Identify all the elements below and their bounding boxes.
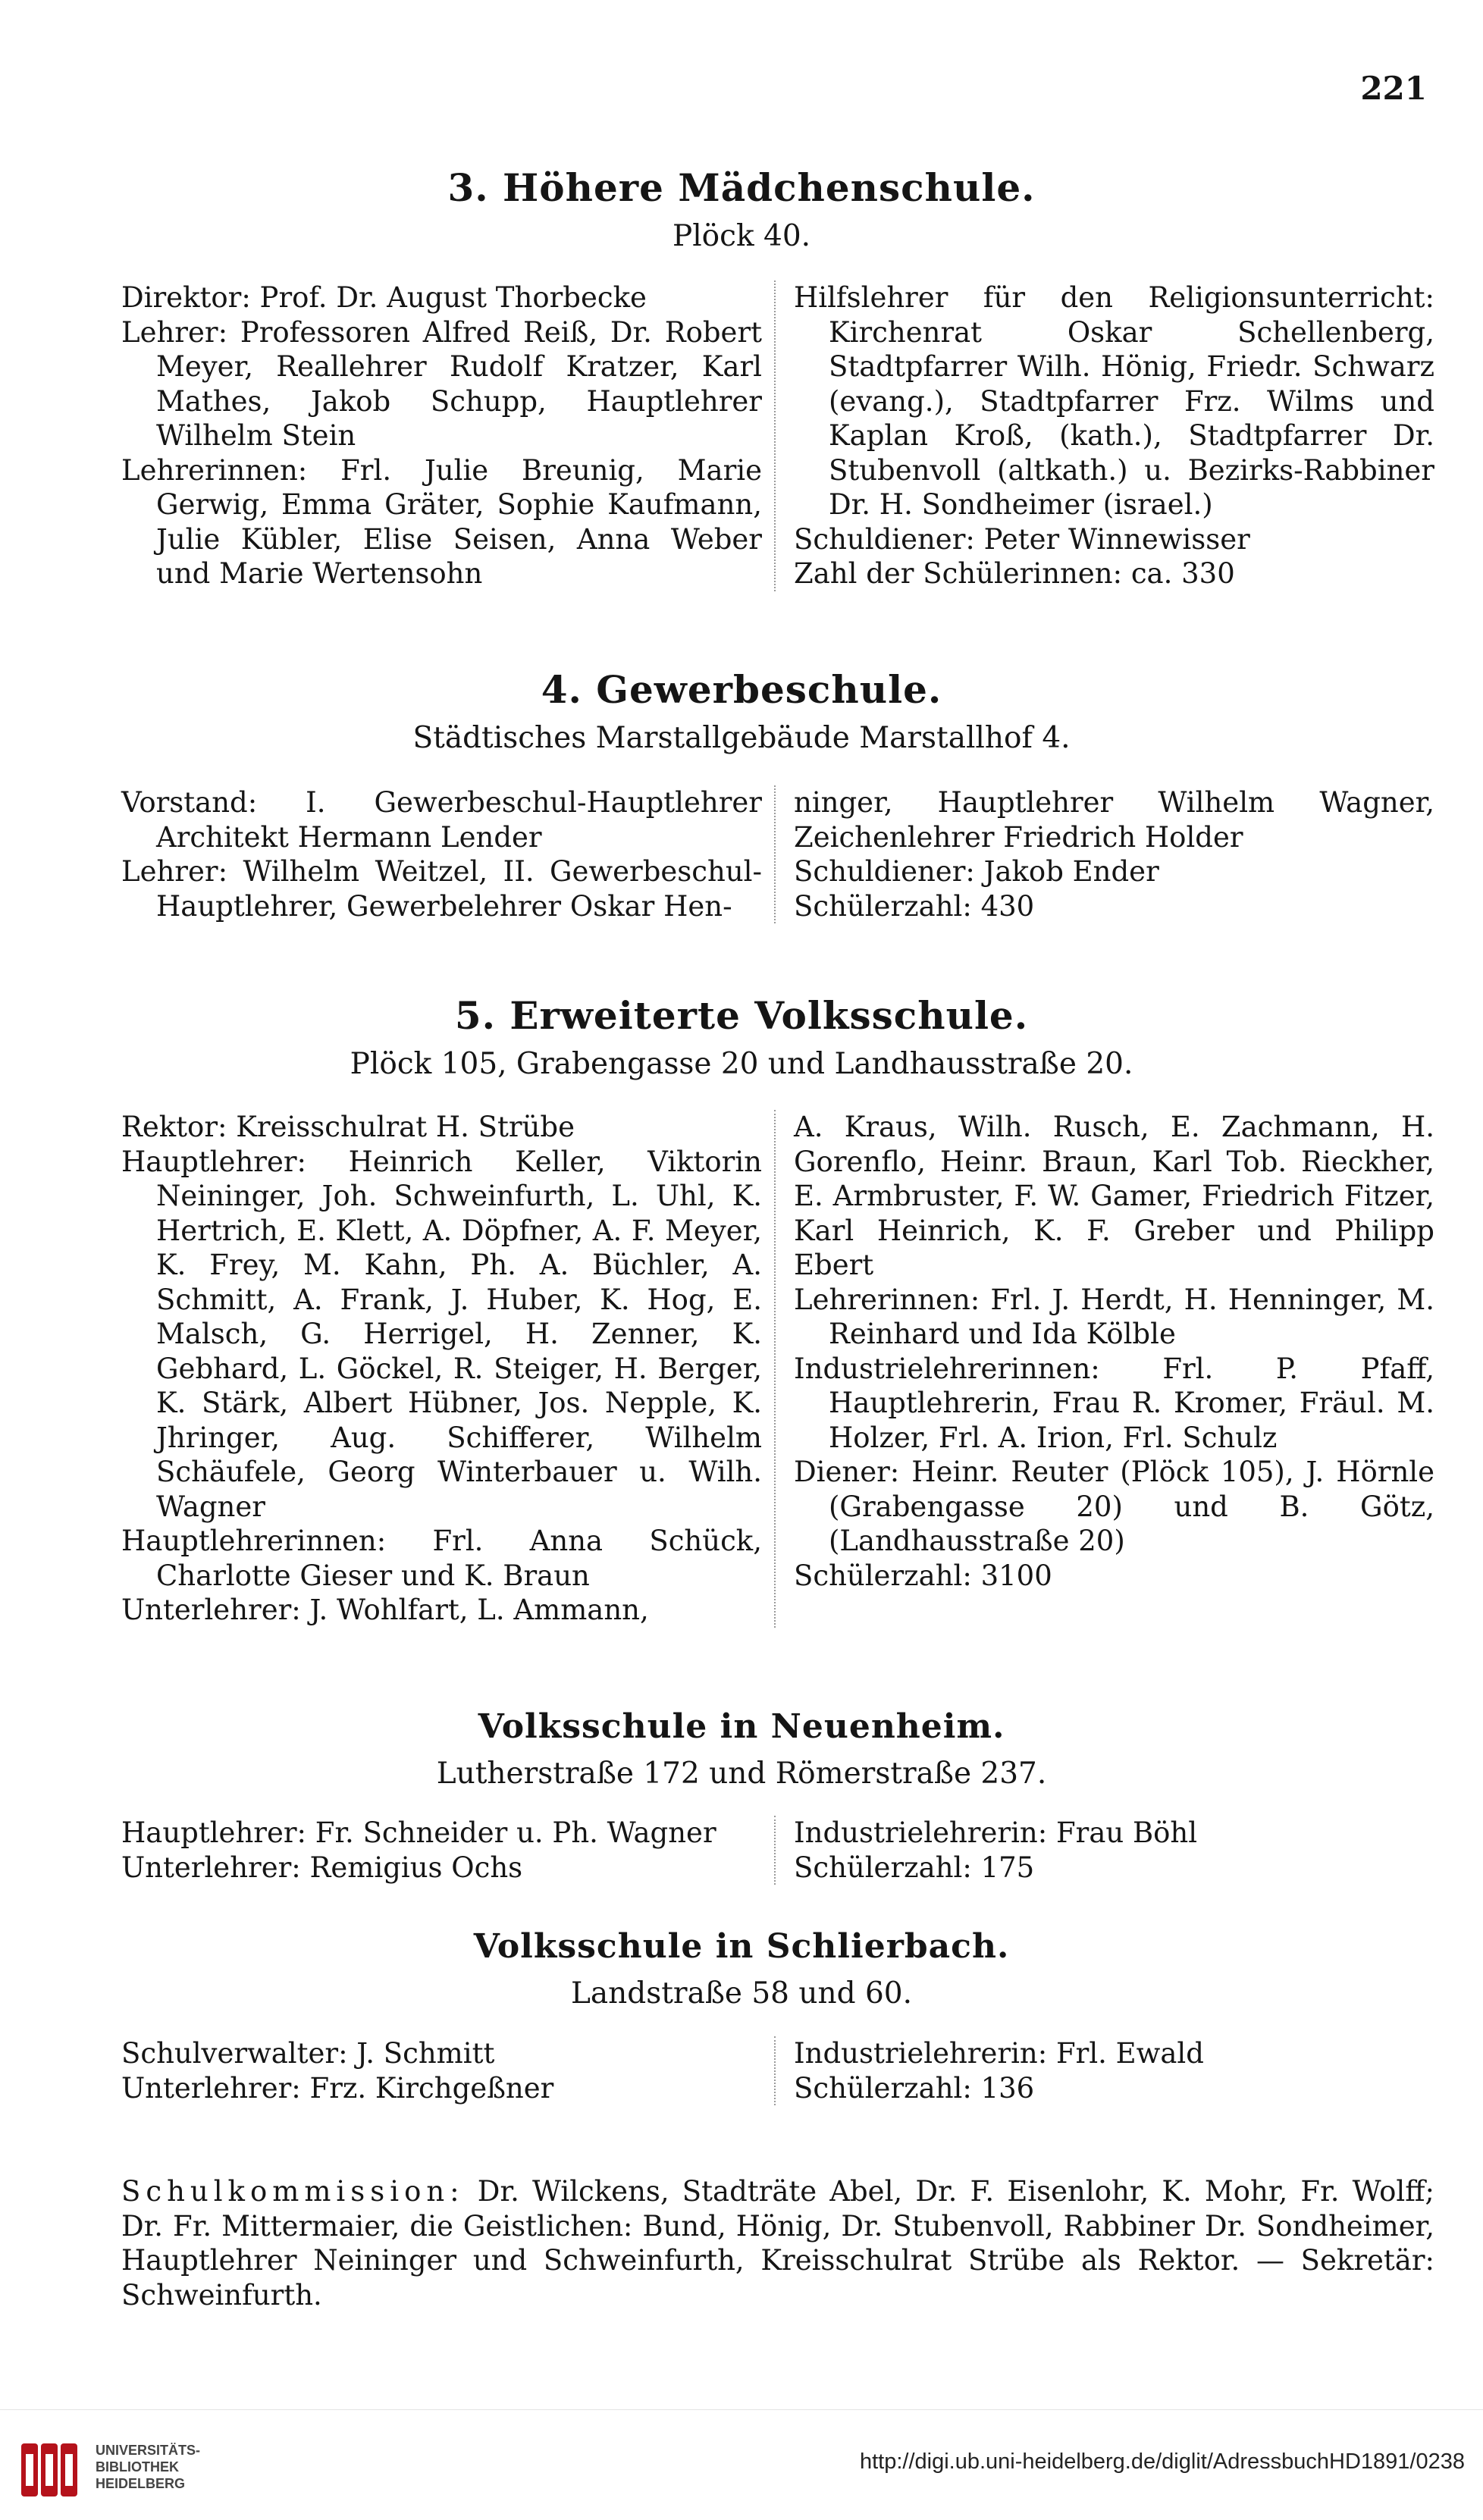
left-column bbox=[121, 1110, 774, 1628]
right-column bbox=[774, 281, 1434, 591]
section-heading-hoehere-maedchenschule bbox=[0, 165, 1483, 253]
right-column bbox=[774, 1110, 1434, 1628]
entry-schuelerinnen: Zahl der Schülerinnen: ca. 330 bbox=[794, 557, 1235, 590]
entry-industrielehrerinnen: Industrielehrerinnen: Frl. P. Pfaff, Hauptlehrerin, Frau R. Kromer, Fräul. M. Holzer, Frl. A. Irion, Frl. Schulz bbox=[794, 1352, 1434, 1454]
section-body-volksschule-neuenheim bbox=[121, 1816, 1434, 1885]
source-url-link[interactable]: http://digi.ub.uni-heidelberg.de/diglit/AdressbuchHD1891/0238 bbox=[859, 2449, 1465, 2474]
entry-hauptlehrer: Hauptlehrer: Fr. Schneider u. Ph. Wagner bbox=[121, 1816, 716, 1849]
digitization-footer bbox=[0, 2409, 1483, 2520]
section-address: Städtisches Marstallgebäude Marstallhof 4. bbox=[412, 721, 1071, 755]
section-heading-erweiterte-volksschule bbox=[0, 993, 1483, 1081]
entry-industrielehrerin: Industrielehrerin: Frl. Ewald bbox=[794, 2037, 1204, 2070]
section-title: Volksschule in Schlierbach. bbox=[473, 1927, 1010, 1966]
entry-unterlehrer-continued: A. Kraus, Wilh. Rusch, E. Zachmann, H. Gorenflo, Heinr. Braun, Karl Tob. Rieckher, E. Armbruster, F. W. Gamer, Friedrich Fitzer, Karl Heinrich, K. F. Greber und Philipp Ebert bbox=[794, 1111, 1434, 1281]
section-heading-volksschule-neuenheim bbox=[0, 1707, 1483, 1791]
section-title: 5. Erweiterte Volksschule. bbox=[454, 993, 1029, 1038]
entry-vorstand: Vorstand: I. Gewerbeschul-Hauptlehrer Architekt Hermann Lender bbox=[121, 786, 762, 854]
entry-schulverwalter: Schulverwalter: J. Schmitt bbox=[121, 2037, 495, 2070]
library-emblem-icon bbox=[17, 2436, 89, 2504]
entry-lehrer: Lehrer: Professoren Alfred Reiß, Dr. Robert Meyer, Reallehrer Rudolf Kratzer, Karl Mathes, Jakob Schupp, Hauptlehrer Wilhelm Stein bbox=[121, 315, 762, 452]
entry-hauptlehrerinnen: Hauptlehrerinnen: Frl. Anna Schück, Charlotte Gieser und K. Braun bbox=[121, 1525, 762, 1592]
entry-schuldiener: Schuldiener: Jakob Ender bbox=[794, 855, 1159, 888]
entry-schuldiener: Schuldiener: Peter Winnewisser bbox=[794, 522, 1250, 556]
entry-schuelerzahl: Schülerzahl: 430 bbox=[794, 889, 1035, 923]
entry-unterlehrer: Unterlehrer: Remigius Ochs bbox=[121, 1851, 523, 1884]
entry-diener: Diener: Heinr. Reuter (Plöck 105), J. Hörnle (Grabengasse 20) und B. Götz, (Landhausstraße 20) bbox=[794, 1456, 1434, 1557]
section-body-erweiterte-volksschule bbox=[121, 1110, 1434, 1628]
section-address: Lutherstraße 172 und Römerstraße 237. bbox=[436, 1757, 1047, 1791]
section-address: Plöck 105, Grabengasse 20 und Landhausstraße 20. bbox=[350, 1047, 1133, 1081]
page-number: 221 bbox=[1360, 70, 1427, 107]
section-body-volksschule-schlierbach bbox=[121, 2036, 1434, 2105]
section-title: 3. Höhere Mädchenschule. bbox=[447, 165, 1036, 210]
entry-direktor: Direktor: Prof. Dr. August Thorbecke bbox=[121, 281, 647, 314]
commission-text: Dr. Wilckens, Stadträte Abel, Dr. F. Eisenlohr, K. Mohr, Fr. Wolff; Dr. Fr. Mittermaier, die Geistlichen: Bund, Hönig, Dr. Stubenvoll, Rabbiner Dr. Sondheimer, Hauptlehrer Neininger und Schweinfurth, Kreisschulrat Strübe als Rektor. — Sekretär: Schweinfurth. bbox=[121, 2175, 1434, 2312]
entry-hilfslehrer: Hilfslehrer für den Religionsunterricht: Kirchenrat Oskar Schellenberg, Stadtpfarrer Wilh. Hönig, Friedr. Schwarz (evang.), Stadtpfarrer Frz. Wilms und Kaplan Kroß, (kath.), Stadtpfarrer Dr. Stubenvoll (altkath.) u. Bezirks-Rabbiner Dr. H. Sondheimer (israel.) bbox=[794, 281, 1434, 521]
section-title: Volksschule in Neuenheim. bbox=[478, 1707, 1005, 1746]
right-column bbox=[774, 1816, 1434, 1885]
section-address: Plöck 40. bbox=[672, 219, 811, 253]
left-column bbox=[121, 1816, 774, 1885]
entry-schuelerzahl: Schülerzahl: 175 bbox=[794, 1851, 1035, 1884]
entry-schuelerzahl: Schülerzahl: 3100 bbox=[794, 1559, 1052, 1592]
logo-line: HEIDELBERG bbox=[96, 2476, 186, 2491]
entry-lehrer-continued: ninger, Hauptlehrer Wilhelm Wagner, Zeichenlehrer Friedrich Holder bbox=[794, 786, 1434, 854]
commission-label: Schulkommission: bbox=[121, 2175, 465, 2208]
logo-line: UNIVERSITÄTS- bbox=[96, 2443, 201, 2458]
left-column bbox=[121, 785, 774, 923]
section-body-gewerbeschule bbox=[121, 785, 1434, 923]
section-title: 4. Gewerbeschule. bbox=[541, 667, 942, 712]
entry-rektor: Rektor: Kreisschulrat H. Strübe bbox=[121, 1111, 575, 1143]
entry-lehrerinnen: Lehrerinnen: Frl. Julie Breunig, Marie Gerwig, Emma Gräter, Sophie Kaufmann, Julie Kübler, Elise Seisen, Anna Weber und Marie Wertensohn bbox=[121, 453, 762, 590]
section-address: Landstraße 58 und 60. bbox=[571, 1976, 912, 2011]
logo-line: BIBLIOTHEK bbox=[96, 2459, 179, 2475]
entry-schuelerzahl: Schülerzahl: 136 bbox=[794, 2071, 1035, 2105]
section-body-hoehere-maedchenschule bbox=[121, 281, 1434, 591]
right-column bbox=[774, 785, 1434, 923]
section-heading-volksschule-schlierbach bbox=[0, 1927, 1483, 2011]
university-library-logo[interactable] bbox=[17, 2436, 201, 2504]
entry-lehrer: Lehrer: Wilhelm Weitzel, II. Gewerbeschul-Hauptlehrer, Gewerbelehrer Oskar Hen- bbox=[121, 855, 762, 923]
entry-unterlehrer: Unterlehrer: Frz. Kirchgeßner bbox=[121, 2071, 554, 2105]
schulkommission-paragraph bbox=[121, 2174, 1434, 2312]
left-column bbox=[121, 281, 774, 591]
entry-unterlehrer: Unterlehrer: J. Wohlfart, L. Ammann, bbox=[121, 1594, 649, 1626]
entry-lehrerinnen: Lehrerinnen: Frl. J. Herdt, H. Henninger, M. Reinhard und Ida Kölble bbox=[794, 1283, 1434, 1350]
entry-industrielehrerin: Industrielehrerin: Frau Böhl bbox=[794, 1816, 1198, 1849]
left-column bbox=[121, 2036, 774, 2105]
entry-hauptlehrer: Hauptlehrer: Heinrich Keller, Viktorin Neininger, Joh. Schweinfurth, L. Uhl, K. Hertrich, E. Klett, A. Döpfner, A. F. Meyer, K. Frey, M. Kahn, Ph. A. Büchler, A. Schmitt, A. Frank, J. Huber, K. Hog, E. Malsch, G. Herrigel, H. Zenner, K. Gebhard, L. Göckel, R. Steiger, H. Berger, K. Stärk, Albert Hübner, Jos. Nepple, K. Jhringer, Aug. Schifferer, Wilhelm Schäufele, Georg Winterbauer u. Wilh. Wagner bbox=[121, 1145, 762, 1523]
logo-wordmark bbox=[96, 2442, 200, 2492]
right-column bbox=[774, 2036, 1434, 2105]
section-heading-gewerbeschule bbox=[0, 667, 1483, 755]
